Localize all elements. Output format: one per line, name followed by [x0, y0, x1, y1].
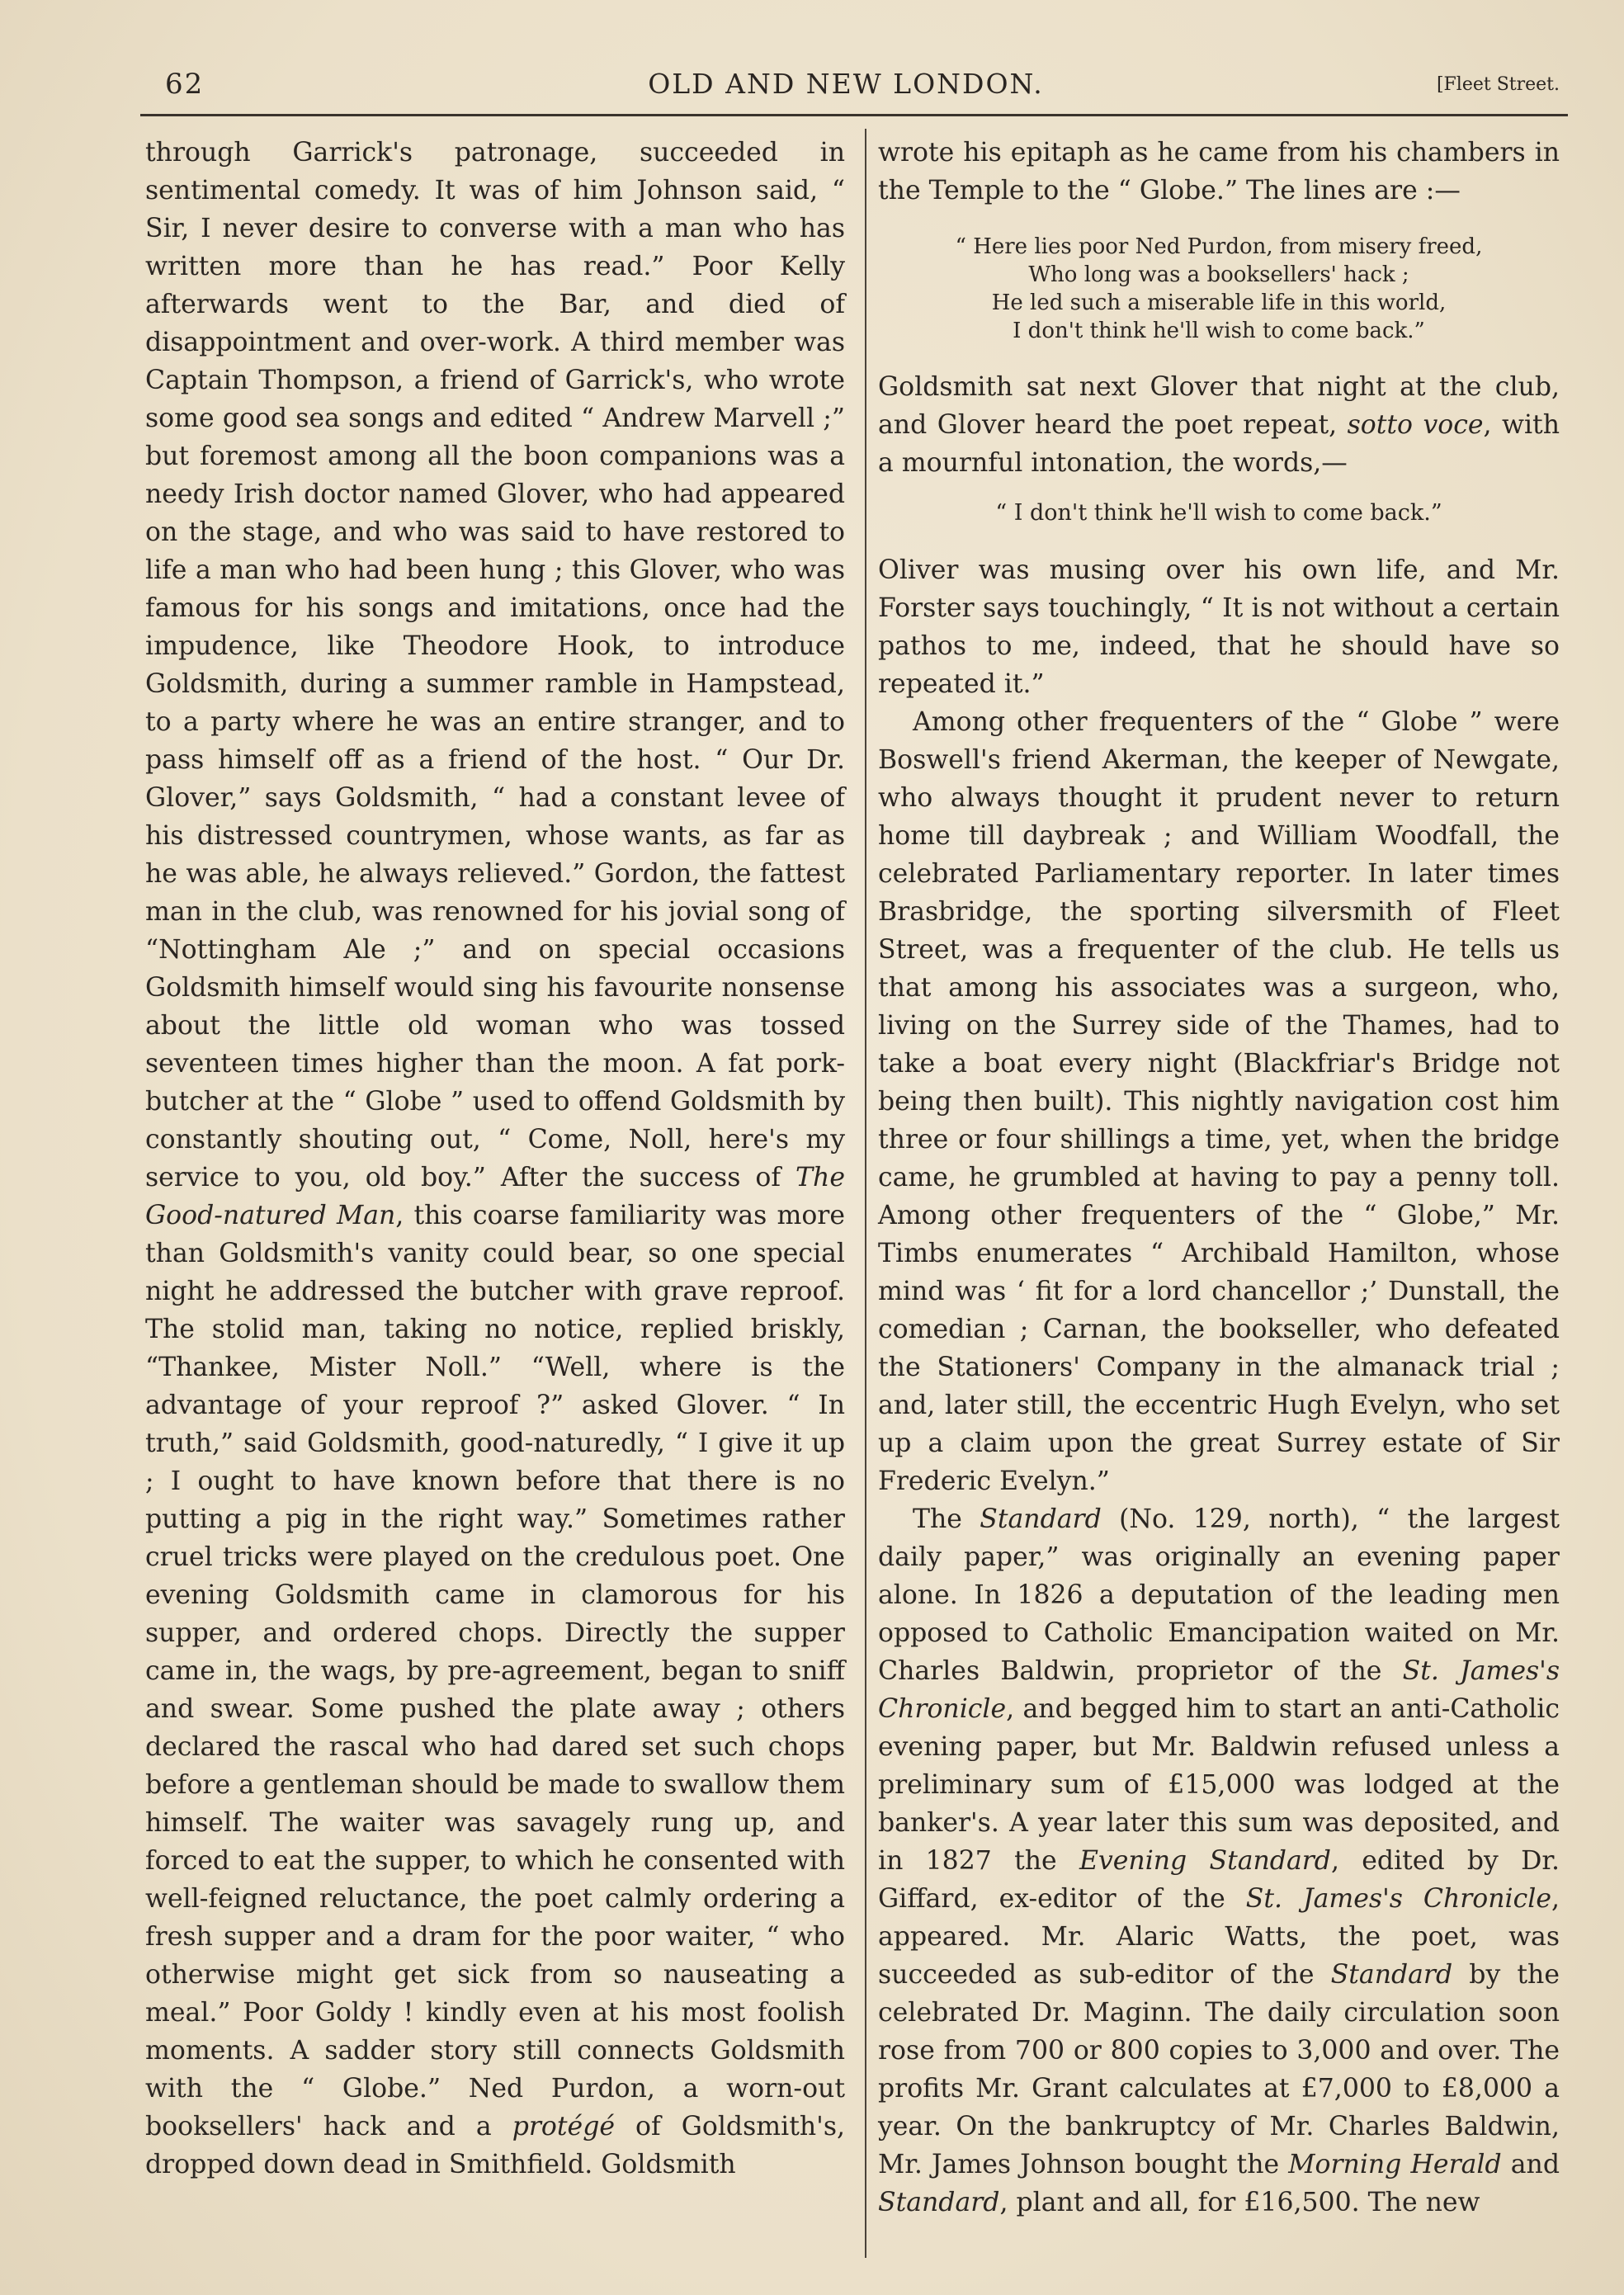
section-label: [Fleet Street. [1436, 74, 1560, 95]
paragraph-forster: Oliver was musing over his own life, and Mr. Forster says touchingly, “ It is not without a certain pathos to me, indeed, that he should have so repeated it.” [878, 555, 1560, 699]
verse-line: He led such a miserable life in this world, [991, 290, 1447, 315]
paragraph-sotto-voce: Goldsmith sat next Glover that night at the club, and Glover heard the poet repeat, sotto voce, with a mournful intonation, the words,— [878, 372, 1560, 478]
column-divider [865, 129, 866, 2258]
quoted-line: “ I don't think he'll wish to come back.” [995, 500, 1442, 526]
page-number: 62 [165, 68, 205, 101]
italic-word: protégé [512, 2112, 615, 2142]
page-header [132, 68, 1560, 117]
verse-line: Who long was a booksellers' hack ; [1028, 262, 1409, 287]
left-paragraph: through Garrick's patronage, succeeded in sentimental comedy. It was of him Johnson said, “ Sir, I never desire to converse with a man who has written more than he has read.” Poor Kelly afterwards went to the Bar, and died of disappointment and over-work. A third member was Captain Thompson, a friend of Garrick's, who wrote some good sea songs and edited “ Andrew Marvell ;” but foremost among all the boon companions was a needy Irish doctor named Glover, who had appeared on the stage, and who was said to have restored to life a man who had been hung ; this Glover, who was famous for his songs and imitations, once had the impudence, like Theodore Hook, to introduce Goldsmith, during a summer ramble in Hampstead, to a party where he was an entire stranger, and to pass himself off as a friend of the host. “ Our Dr. Glover,” says Goldsmith, “ had a constant levee of his distressed countrymen, whose wants, as far as he was able, he always relieved.” Gordon, the fattest man in the club, was renowned for his jovial song of “Nottingham Ale ;” and on special occasions Goldsmith himself would sing his favourite nonsense about the little old woman who was tossed seventeen times higher than the moon. A fat pork-butcher at the “ Globe ” used to offend Goldsmith by constantly shouting out, “ Come, Noll, here's my service to you, old boy.” After the success of The Good-natured Man, this coarse familiarity was more than Goldsmith's vanity could bear, so one special night he addressed the butcher with grave reproof. The stolid man, taking no notice, replied briskly, “Thankee, Mister Noll.” “Well, where is the advantage of your reproof ?” asked Glover. “ In truth,” said Goldsmith, good-naturedly, “ I give it up ; I ought to have known before that there is no putting a pig in the right way.” Sometimes rather cruel tricks were played on the credulous poet. One evening Goldsmith came in clamorous for his supper, and ordered chops. Directly the supper came in, the wags, by pre-agreement, began to sniff and swear. Some pushed the plate away ; others declared the rascal who had dared set such chops before a gentleman should be made to swallow them himself. The waiter was savagely rung up, and forced to eat the supper, to which he consented with well-feigned reluctance, the poet calmly ordering a fresh supper and a dram for the poor waiter, “ who otherwise might get sick from so nauseating a meal.” Poor Goldy ! kindly even at his most foolish moments. A sadder story still connects Goldsmith with the “ Globe.” Ned Purdon, a worn-out booksellers' hack and a protégé of Goldsmith's, dropped down dead in Smithfield. Goldsmith [145, 138, 845, 2179]
running-title: OLD AND NEW LONDON. [648, 68, 1044, 100]
verse-line: I don't think he'll wish to come back.” [1013, 319, 1425, 343]
epitaph-verse [878, 233, 1560, 345]
right-column [878, 134, 1560, 2222]
left-column [145, 134, 845, 2184]
header-rule [140, 114, 1568, 116]
paragraph-standard: The Standard (No. 129, north), “ the largest daily paper,” was originally an evening paper alone. In 1826 a deputation of the leading men opposed to Catholic Emancipation waited on Mr. Charles Baldwin, proprietor of the St. James's Chronicle, and begged him to start an anti-Catholic evening paper, but Mr. Baldwin refused unless a preliminary sum of £15,000 was lodged at the banker's. A year later this sum was deposited, and in 1827 the Evening Standard, edited by Dr. Giffard, ex-editor of the St. James's Chronicle, appeared. Mr. Alaric Watts, the poet, was succeeded as sub-editor of the Standard by the celebrated Dr. Maginn. The daily circulation soon rose from 700 or 800 copies to 3,000 and over. The profits Mr. Grant calculates at £7,000 to £8,000 a year. On the bankruptcy of Mr. Charles Baldwin, Mr. James Johnson bought the Morning Herald and Standard, plant and all, for £16,500. The new [878, 1504, 1560, 2217]
italic-title: The Good-natured Man [145, 1163, 845, 1230]
paragraph-epitaph-intro: wrote his epitaph as he came from his chambers in the Temple to the “ Globe.” The lines are :— [878, 138, 1560, 205]
verse-line: “ Here lies poor Ned Purdon, from misery freed, [955, 234, 1483, 259]
paragraph-frequenters: Among other frequenters of the “ Globe ” were Boswell's friend Akerman, the keeper of Newgate, who always thought it prudent never to return home till daybreak ; and William Woodfall, the celebrated Parliamentary reporter. In later times Brasbridge, the sporting silversmith of Fleet Street, was a frequenter of the club. He tells us that among his associates was a surgeon, who, living on the Surrey side of the Thames, had to take a boat every night (Blackfriar's Bridge not being then built). This nightly navigation cost him three or four shillings a time, yet, when the bridge came, he grumbled at having to pay a penny toll. Among other frequenters of the “ Globe,” Mr. Timbs enumerates “ Archibald Hamilton, whose mind was ‘ fit for a lord chancellor ;’ Dunstall, the comedian ; Carnan, the bookseller, who defeated the Stationers' Company in the almanack trial ; and, later still, the eccentric Hugh Evelyn, who set up a claim upon the great Surrey estate of Sir Frederic Evelyn.” [878, 707, 1560, 1496]
